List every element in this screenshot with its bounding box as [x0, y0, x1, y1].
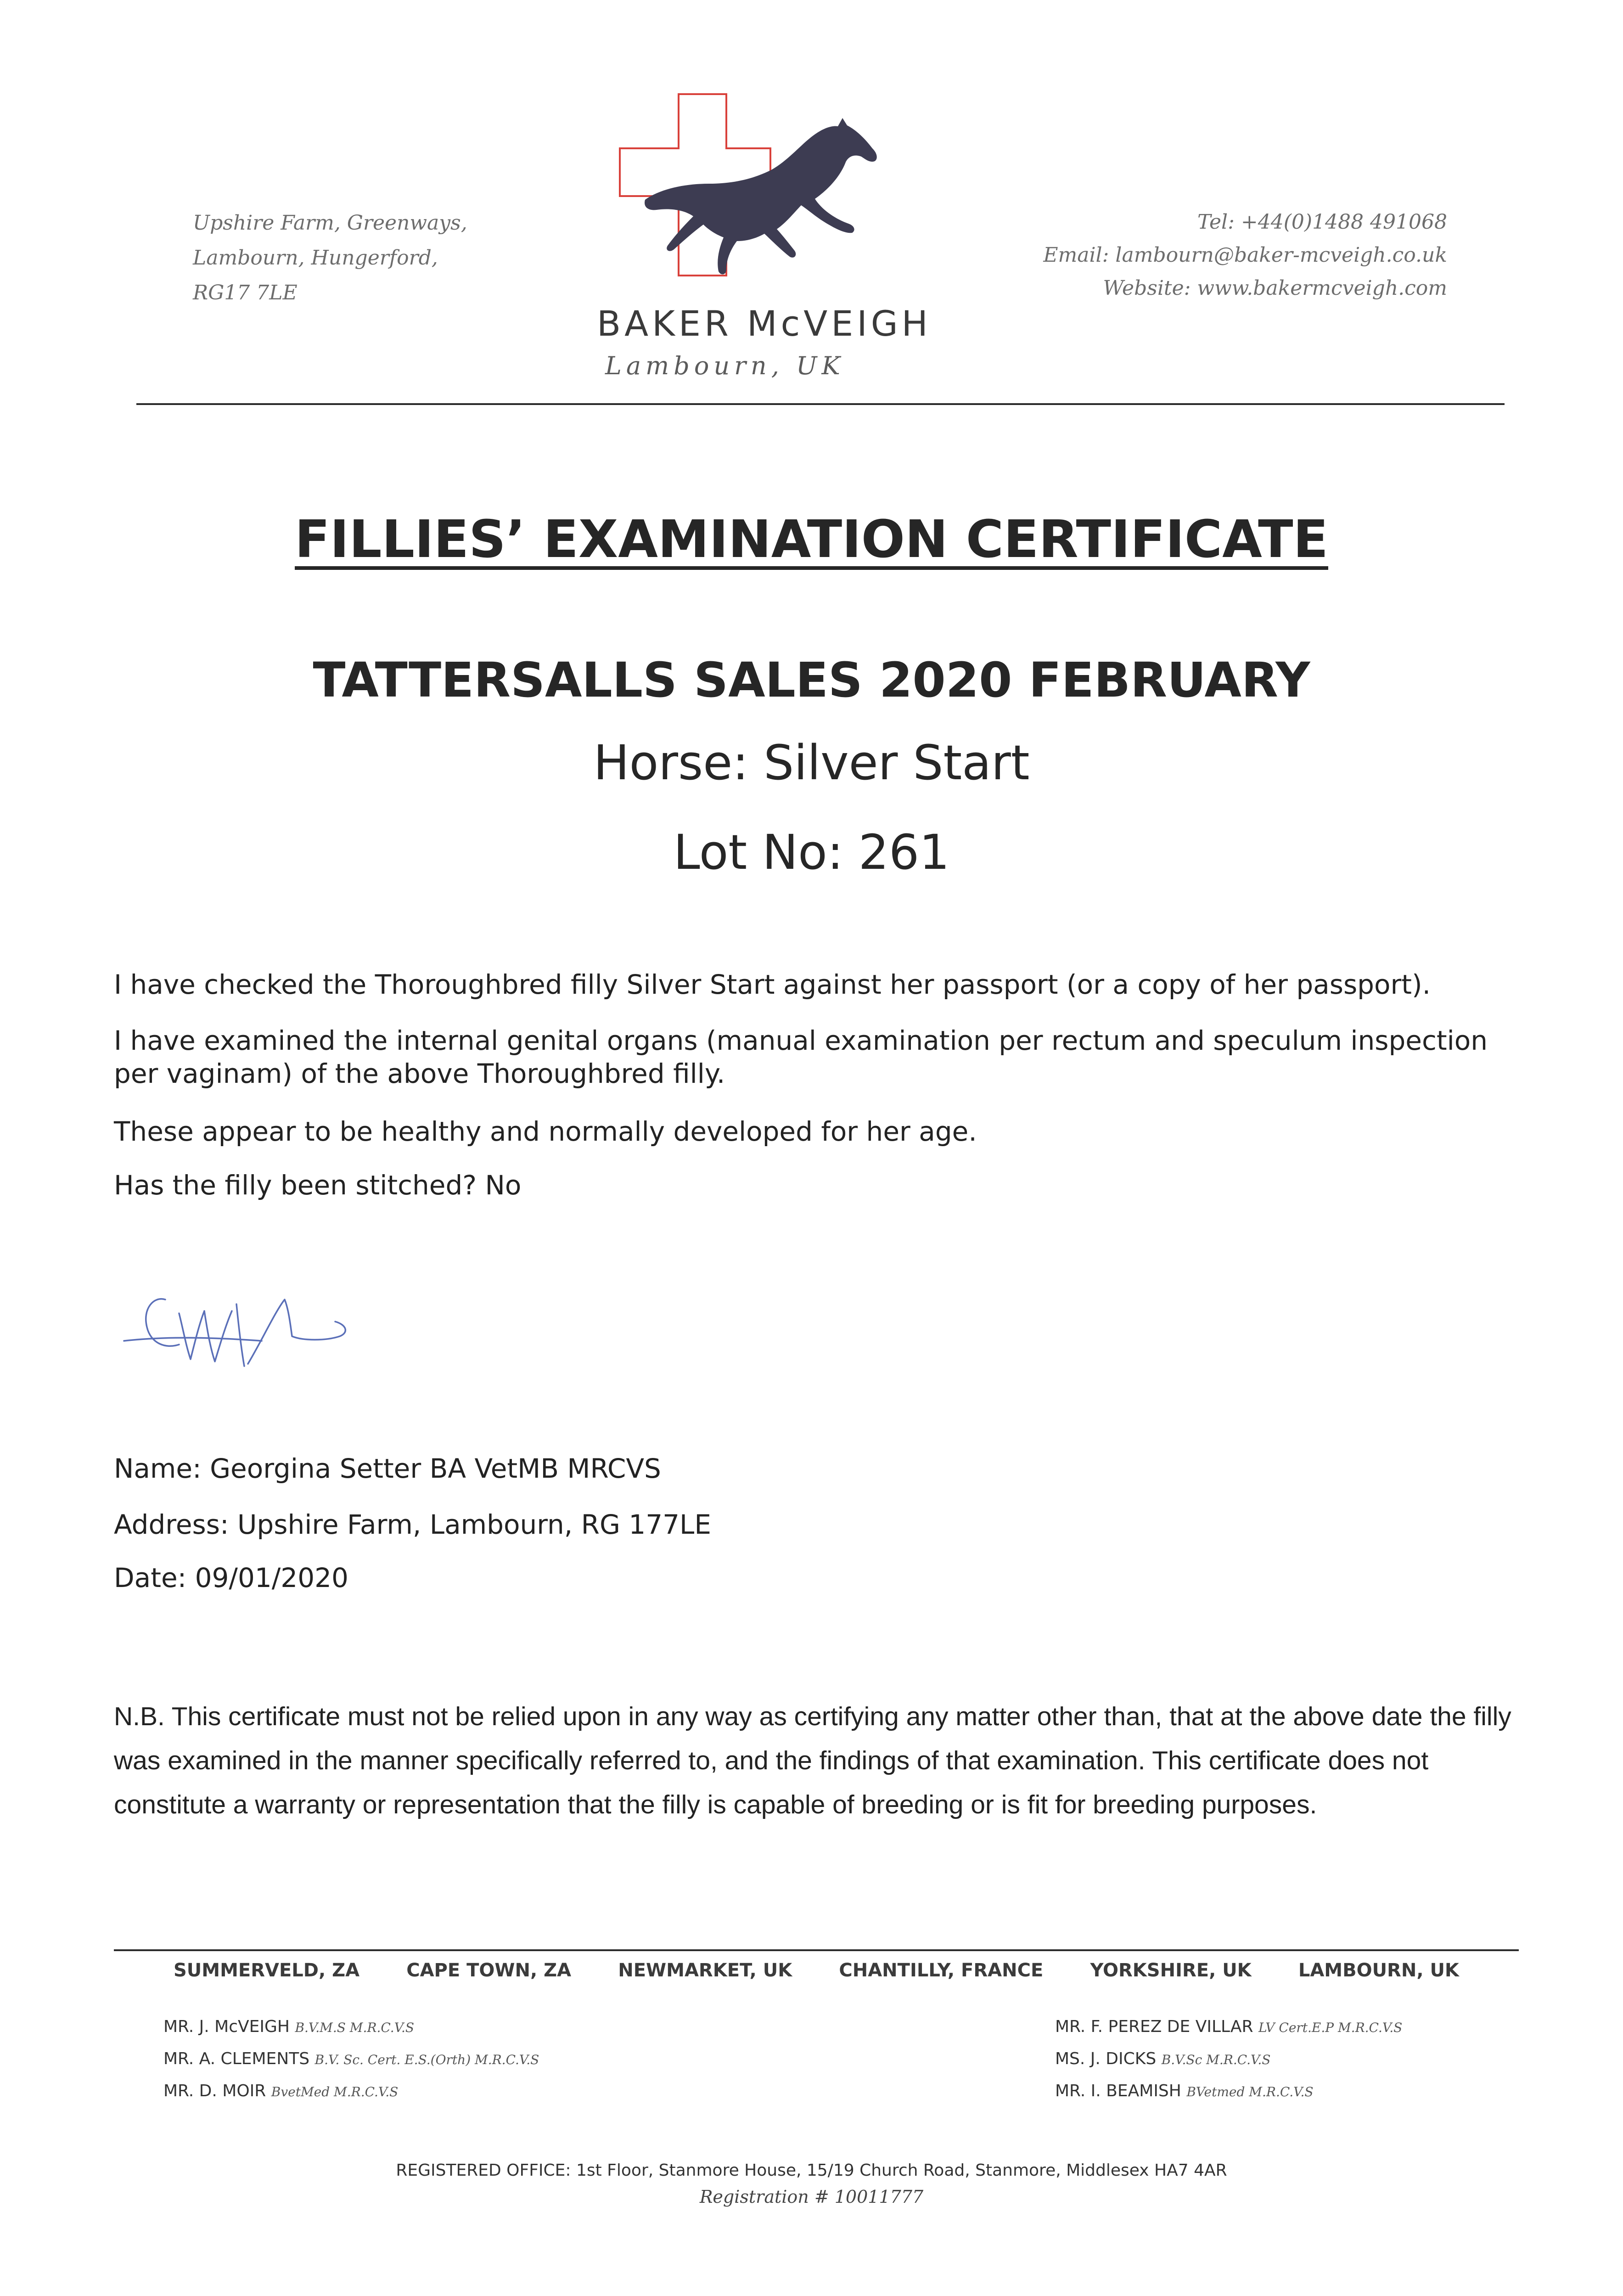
address-line: Upshire Farm, Greenways,: [193, 211, 467, 235]
registered-office: REGISTERED OFFICE: 1st Floor, Stanmore House, 15/19 Church Road, Stanmore, Middlesex HA7 4AR: [396, 2161, 1227, 2180]
office-location: SUMMERVELD, ZA: [174, 1960, 360, 1981]
sale-name: TATTERSALLS SALES 2020 FEBRUARY: [313, 652, 1310, 708]
statement-passport: I have checked the Thoroughbred filly Silver Start against her passport (or a copy of her passport).: [114, 969, 1431, 1000]
vet-list-right: [1055, 2011, 1402, 2108]
office-locations: [174, 1960, 1459, 1981]
vet-entry-qualification: BVetmed M.R.C.V.S: [1186, 2084, 1314, 2099]
certificate-title: FILLIES’ EXAMINATION CERTIFICATE: [295, 510, 1328, 569]
cross-and-galloping-horse-logo-icon: [606, 90, 937, 282]
vet-name: Name: Georgina Setter BA VetMB MRCVS: [114, 1453, 661, 1484]
statement-examination: I have examined the internal genital organs (manual examination per rectum and speculum inspection per vaginam) of the above Thoroughbred filly.: [114, 1025, 1488, 1089]
vet-entry-qualification: BvetMed M.R.C.V.S: [271, 2084, 399, 2099]
statement-findings: These appear to be healthy and normally developed for her age.: [114, 1116, 977, 1147]
contact-phone: Tel: +44(0)1488 491068: [1197, 210, 1447, 234]
vet-entry-name: MR. D. MOIR: [163, 2082, 266, 2100]
registration-number: Registration # 10011777: [699, 2187, 924, 2207]
contact-email: Email: lambourn@baker-mcveigh.co.uk: [1043, 243, 1447, 267]
vet-entry-name: MS. J. DICKS: [1055, 2049, 1157, 2068]
vet-entry-qualification: B.V.M.S M.R.C.V.S: [295, 2020, 415, 2035]
header-divider: [136, 403, 1505, 405]
vet-entry: [163, 2076, 539, 2108]
contact-website: Website: www.bakermcveigh.com: [1103, 276, 1447, 300]
vet-entry: [1055, 2076, 1402, 2108]
lot-number: Lot No: 261: [673, 824, 950, 880]
vet-entry-name: MR. A. CLEMENTS: [163, 2049, 310, 2068]
office-location: CAPE TOWN, ZA: [406, 1960, 572, 1981]
vet-entry: [163, 2043, 539, 2076]
brand-location: Lambourn, UK: [605, 351, 845, 380]
disclaimer-note: N.B. This certificate must not be relied upon in any way as certifying any matter other than, that at the above date the filly was examined in the manner specifically referred to, and the findings of that examination. This certificate does not constitute a warranty or representation that the filly is capable of breeding or is fit for breeding purposes.: [114, 1702, 1511, 1819]
vet-entry: [163, 2011, 539, 2043]
office-location: NEWMARKET, UK: [618, 1960, 792, 1981]
letterhead-address: [193, 206, 467, 310]
examination-date: Date: 09/01/2020: [114, 1562, 348, 1593]
horse-name: Horse: Silver Start: [593, 735, 1030, 791]
handwritten-signature-icon: [110, 1267, 404, 1387]
letterhead-contact: [942, 206, 1447, 305]
office-location: YORKSHIRE, UK: [1090, 1960, 1252, 1981]
vet-entry: [1055, 2011, 1402, 2043]
office-location: LAMBOURN, UK: [1298, 1960, 1459, 1981]
vet-entry-qualification: B.V.Sc M.R.C.V.S: [1161, 2052, 1271, 2067]
vet-entry-name: MR. I. BEAMISH: [1055, 2082, 1181, 2100]
brand-name: BAKER McVEIGH: [597, 303, 932, 344]
vet-entry-qualification: B.V. Sc. Cert. E.S.(Orth) M.R.C.V.S: [314, 2052, 539, 2067]
footer-divider: [114, 1949, 1519, 1951]
vet-list-left: [163, 2011, 539, 2108]
vet-entry-name: MR. F. PEREZ DE VILLAR: [1055, 2017, 1253, 2036]
vet-entry: [1055, 2043, 1402, 2076]
vet-entry-name: MR. J. McVEIGH: [163, 2017, 290, 2036]
office-location: CHANTILLY, FRANCE: [839, 1960, 1044, 1981]
vet-address: Address: Upshire Farm, Lambourn, RG 177LE: [114, 1509, 712, 1540]
vet-entry-qualification: LV Cert.E.P M.R.C.V.S: [1258, 2020, 1403, 2035]
statement-stitched: Has the filly been stitched? No: [114, 1170, 522, 1201]
address-line: RG17 7LE: [193, 281, 298, 304]
address-line: Lambourn, Hungerford,: [193, 246, 438, 270]
